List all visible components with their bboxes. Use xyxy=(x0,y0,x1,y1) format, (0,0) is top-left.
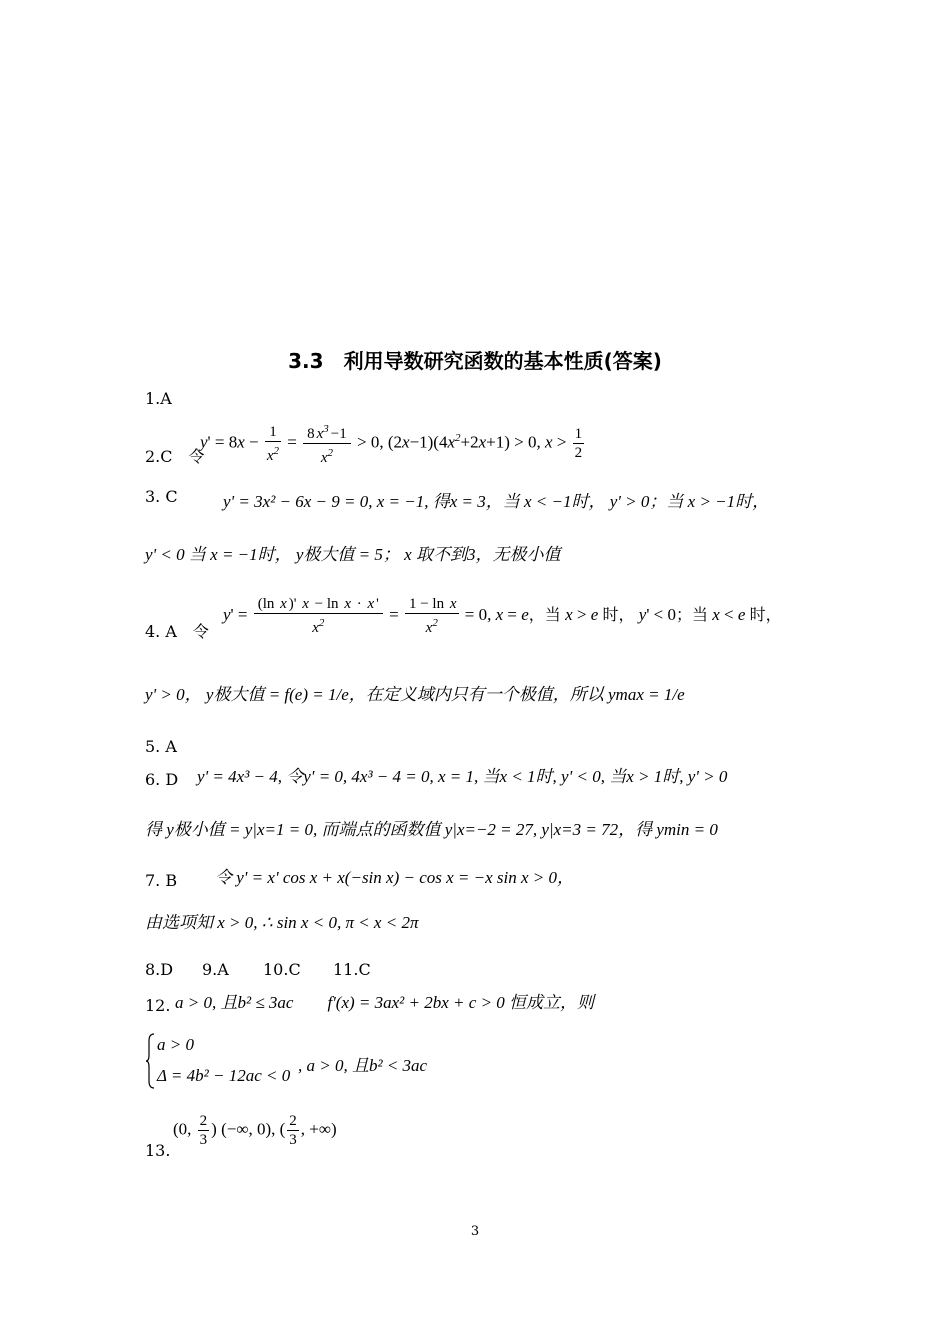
answer-6-label: 6. D xyxy=(145,770,179,789)
answer-4-line-1 xyxy=(145,595,782,641)
answer-7-line-2: 由选项知 x > 0, ∴ sin x < 0, π < x < 2π xyxy=(145,913,419,932)
answer-3-line-1 xyxy=(145,487,770,511)
answer-11: 11.C xyxy=(333,960,371,979)
system-brace xyxy=(145,1033,155,1089)
page-title: 3.3 利用导数研究函数的基本性质(答案) xyxy=(288,349,662,373)
answer-10: 10.C xyxy=(263,960,301,979)
answer-2-formula: y' = 8x − $\frac{1}{x^2}$ = $\frac{8 x^3 -1}{x^2}$ > 0, $(2x-1)(4x^2+2x+1) > 0$, x > $\frac{1}{2}$ xyxy=(200,420,586,467)
answer-7-formula-1: 令 y' = x' cos x + x(−sin x) − cos x = −x sin x > 0， xyxy=(215,868,575,887)
answer-12-line-1 xyxy=(145,988,595,1015)
answer-3-label: 3. C xyxy=(145,487,178,506)
answer-1: 1.A xyxy=(145,389,172,408)
answer-2 xyxy=(145,420,583,466)
answer-12-formula-1: a > 0, 且b² ≤ 3ac f'(x) = 3ax² + 2bx + c > 0 恒成立，则 xyxy=(175,993,595,1012)
answer-4-label: 4. A 令 xyxy=(145,622,209,641)
answer-6-line-2: 得 y极小值 = y|x=1 = 0, 而端点的函数值 y|x=−2 = 27, y|x=3 = 72，得 ymin = 0 xyxy=(145,820,718,839)
answer-6-line-1 xyxy=(145,762,728,789)
answer-2-label: 2.C 令 xyxy=(145,447,205,466)
answer-4-line-2: y' > 0， y极大值 = f(e) = 1/e，在定义域内只有一个极值，所以 ymax = 1/e xyxy=(145,685,685,704)
answer-12-system-1: a > 0 xyxy=(157,1035,194,1054)
answer-3-line-2: y' < 0 当 x = −1时， y极大值 = 5； x 取不到3，无极小值 xyxy=(145,545,561,564)
answer-6-formula-1: y' = 4x³ − 4, 令y' = 0, 4x³ − 4 = 0, x = 1, 当x < 1时, y' < 0, 当x > 1时, y' > 0 xyxy=(197,767,728,786)
answer-13-label: 13. xyxy=(145,1141,171,1160)
answer-12-tail: , a > 0, 且b² < 3ac xyxy=(298,1056,428,1075)
page-number: 3 xyxy=(470,1224,480,1239)
answer-3-formula-1: y' = 3x² − 6x − 9 = 0, x = −1, 得x = 3，当 x < −1时， y' > 0；当 x > −1时， xyxy=(223,492,770,511)
answer-12-label: 12. xyxy=(145,996,171,1015)
answers-8-11 xyxy=(145,960,371,979)
answer-4-formula-1: y' = $\frac{\text{(ln x )' x − ln x · x '}}{x^2}$ = $\frac{\text{1 − ln x}}{x^2}$ = 0, x = e，当 x > e 时， y' < 0；当 x < e 时， xyxy=(223,596,782,636)
answer-7-label: 7. B xyxy=(145,871,178,890)
answer-9: 9.A xyxy=(202,960,229,979)
answer-13 xyxy=(145,1112,337,1160)
answer-7-line-1 xyxy=(145,863,575,890)
answer-5: 5. A xyxy=(145,737,177,756)
answer-13-formula: (0, $\frac{2}{3}$ ) (−∞, 0), ( $\frac{2}{3}$ , +∞) xyxy=(173,1113,337,1148)
answer-8: 8.D xyxy=(145,960,174,979)
answer-12-system-2: Δ = 4b² − 12ac < 0 xyxy=(157,1066,291,1085)
